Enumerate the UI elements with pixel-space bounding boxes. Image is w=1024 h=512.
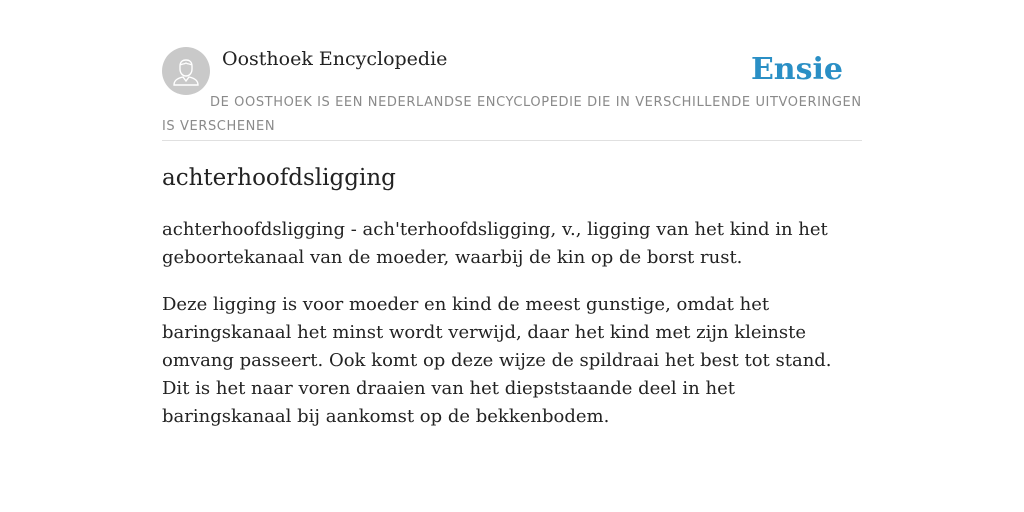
- source-description: DE OOSTHOEK IS EEN NEDERLANDSE ENCYCLOPEDIE DIE IN VERSCHILLENDE UITVOERINGEN IS VERSCHENEN: [162, 95, 862, 134]
- article-title: achterhoofdsligging: [162, 165, 396, 191]
- article-paragraph: achterhoofdsligging - ach'terhoofdsligging, v., ligging van het kind in het geboortekanaal van de moeder, waarbij de kin op de borst rust.: [162, 219, 828, 268]
- brand-logo[interactable]: Ensie: [750, 52, 843, 87]
- source-name-link[interactable]: Oosthoek Encyclopedie: [222, 48, 448, 70]
- avatar[interactable]: [162, 47, 210, 95]
- user-icon: [162, 47, 210, 95]
- article: [162, 160, 862, 431]
- article-paragraph: Deze ligging is voor moeder en kind de meest gunstige, omdat het baringskanaal het minst wordt verwijd, daar het kind met zijn kleinste omvang passeert. Ook komt op deze wijze de spildraai het best tot stand. Dit is het naar voren draaien van het diepststaande deel in het baringskanaal bij aankomst op de bekkenbodem.: [162, 294, 832, 427]
- source-header: [162, 47, 862, 141]
